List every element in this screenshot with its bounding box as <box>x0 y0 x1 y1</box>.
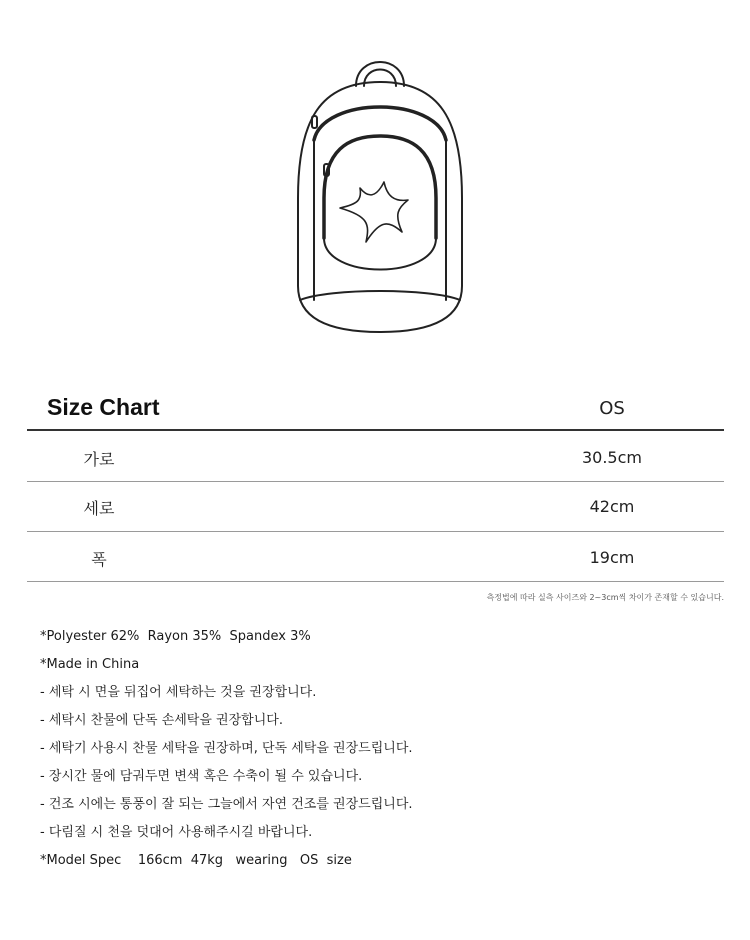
care-line: - 세탁기 사용시 찬물 세탁을 권장하며, 단독 세탁을 권장드립니다. <box>40 741 413 756</box>
material-line: *Polyester 62% Rayon 35% Spandex 3% <box>40 629 311 644</box>
backpack-with-starfish-icon <box>290 48 470 340</box>
row-divider <box>27 581 724 582</box>
origin-line: *Made in China <box>40 657 140 672</box>
row-label-width: 가로 <box>83 450 115 469</box>
row-value-depth: 19cm <box>589 548 635 567</box>
row-value-width: 30.5cm <box>581 448 642 467</box>
care-line: - 건조 시에는 통풍이 잘 되는 그늘에서 자연 건조를 권장드립니다. <box>40 797 413 812</box>
model-spec-line: *Model Spec 166cm 47kg wearing OS size <box>40 853 352 868</box>
care-line: - 세탁 시 면을 뒤집어 세탁하는 것을 권장합니다. <box>40 685 317 700</box>
row-divider <box>27 531 724 532</box>
table-header-divider <box>27 429 724 431</box>
care-line: - 장시간 물에 담궈두면 변색 혹은 수축이 될 수 있습니다. <box>40 769 363 784</box>
row-label-height: 세로 <box>83 499 115 518</box>
size-column-header: OS <box>599 398 625 419</box>
care-line: - 세탁시 찬물에 단독 손세탁을 권장합니다. <box>40 713 283 728</box>
care-line: - 다림질 시 천을 덧대어 사용해주시길 바랍니다. <box>40 825 313 840</box>
row-label-depth: 폭 <box>91 550 107 569</box>
row-divider <box>27 481 724 482</box>
size-chart-title: Size Chart <box>47 394 160 420</box>
measurement-note: 측정법에 따라 실측 사이즈와 2~3cm씩 차이가 존재할 수 있습니다. <box>486 593 724 602</box>
backpack-illustration <box>290 48 470 340</box>
product-info-list <box>40 626 413 878</box>
row-value-height: 42cm <box>589 497 635 516</box>
